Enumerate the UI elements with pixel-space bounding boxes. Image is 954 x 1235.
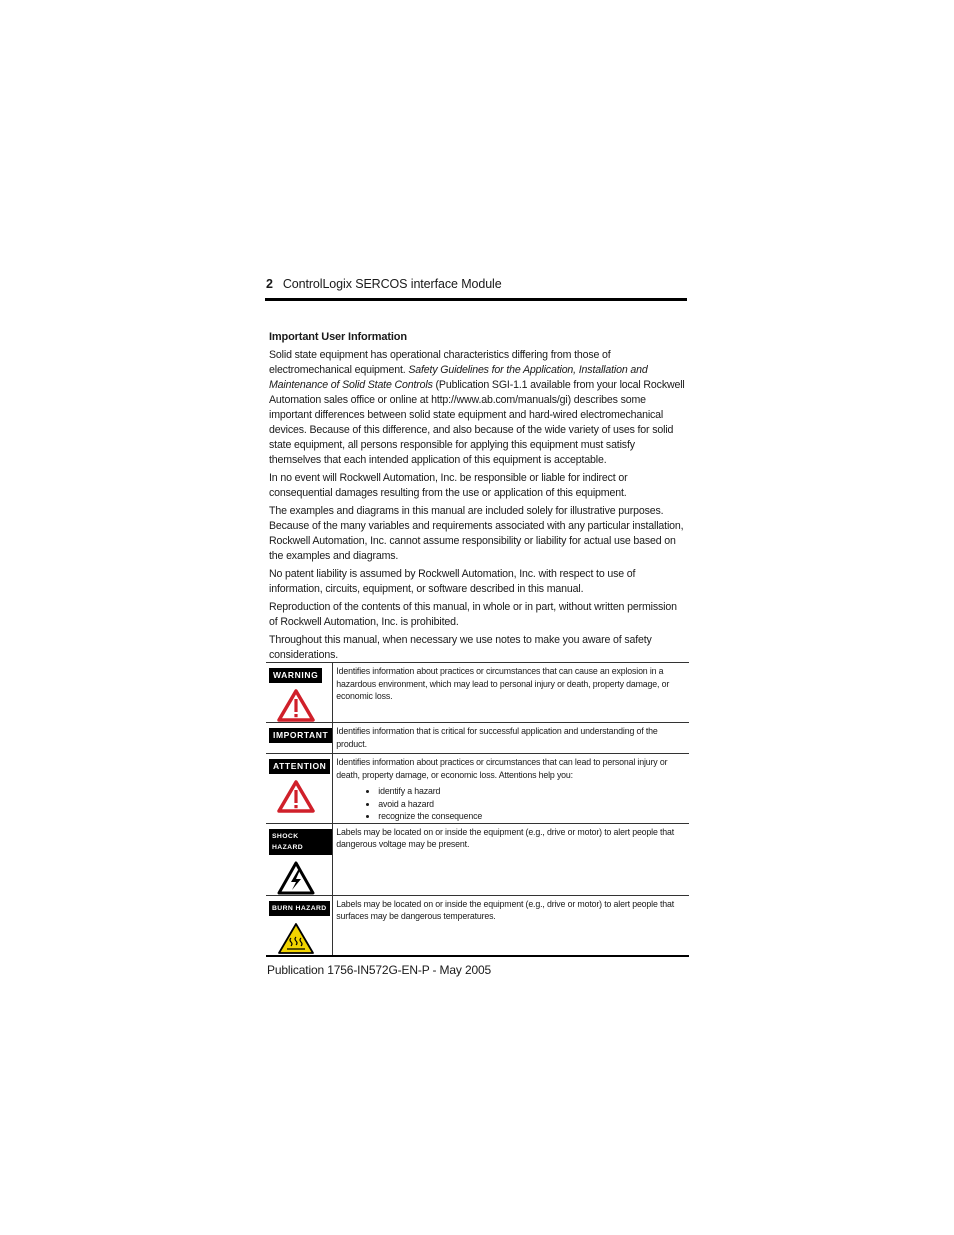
safety-notes-table [266,662,689,957]
guidelines-title: Safety Guidelines for the Application, Installation and Maintenance of Solid State Controls [269,364,648,391]
warning-badge: WARNING [269,668,322,683]
page-number: 2 [266,277,273,291]
list-item: • avoid a hazard [378,798,685,811]
attention-text: Identifies information about practices or circumstances that can lead to personal injury or death, property damage, or economic loss. Attentions help you: [336,757,668,780]
attention-row [266,754,689,824]
hot-surface-icon [277,922,315,955]
warning-row [266,663,689,723]
burn-hazard-badge: BURN HAZARD [269,901,330,916]
paragraph-1: Solid state equipment has operational characteristics differing from those of electromechanical equipment. Safety Guidelines for the Application, Installation and Maintenance of Solid State Controls (Publication SGI-1.1 available from your local Rockwell Automation sales office or online at http://www.ab.com/manuals/gi) describes some important differences between solid state equipment and hard-wired electromechanical devices. Because of this difference, and also because of the wide variety of uses for solid state equipment, all persons responsible for applying this equipment must satisfy themselves that each intended application of this equipment is acceptable. [269,349,685,466]
section-heading: Important User Information [269,331,407,343]
attention-list [336,785,685,823]
burn-hazard-row [266,895,689,956]
electric-shock-icon [277,861,315,895]
paragraph-6: Throughout this manual, when necessary we use notes to make you aware of safety considerations. [269,634,652,661]
list-item: • recognize the consequence [378,810,685,823]
shock-hazard-text: Labels may be located on or inside the equipment (e.g., drive or motor) to alert people that dangerous voltage may be present. [333,823,689,895]
important-badge: IMPORTANT [269,728,332,743]
publication-footer: Publication 1756-IN572G-EN-P - May 2005 [267,963,492,977]
header-rule [265,298,687,301]
attention-triangle-icon [277,780,315,813]
important-text: Identifies information that is critical for successful application and understanding of the product. [333,723,689,754]
warning-text: Identifies information about practices or circumstances that can cause an explosion in a hazardous environment, which may lead to personal injury or death, property damage, or economic loss. [333,663,689,723]
important-row [266,723,689,754]
attention-badge: ATTENTION [269,759,330,774]
list-item: • identify a hazard [378,785,685,798]
burn-hazard-text: Labels may be located on or inside the equipment (e.g., drive or motor) to alert people that surfaces may be dangerous temperatures. [333,895,689,956]
header-title: ControlLogix SERCOS interface Module [282,277,502,291]
paragraph-3: The examples and diagrams in this manual are included solely for illustrative purposes. Because of the many variables and requirements associated with any particular installation, Rockwell Automation, Inc. cannot assume responsibility or liability for actual use based on the examples and diagrams. [269,505,684,562]
paragraph-5: Reproduction of the contents of this manual, in whole or in part, without written permission of Rockwell Automation, Inc. is prohibited. [269,601,677,628]
warning-triangle-icon [277,689,315,722]
shock-hazard-row [266,823,689,895]
important-user-information [269,330,687,666]
paragraph-4: No patent liability is assumed by Rockwell Automation, Inc. with respect to use of information, circuits, equipment, or software described in this manual. [269,568,636,595]
shock-hazard-badge: SHOCK HAZARD [269,829,332,855]
paragraph-2: In no event will Rockwell Automation, Inc. be responsible or liable for indirect or consequential damages resulting from the use or application of this equipment. [269,472,628,499]
page-header [266,276,686,292]
